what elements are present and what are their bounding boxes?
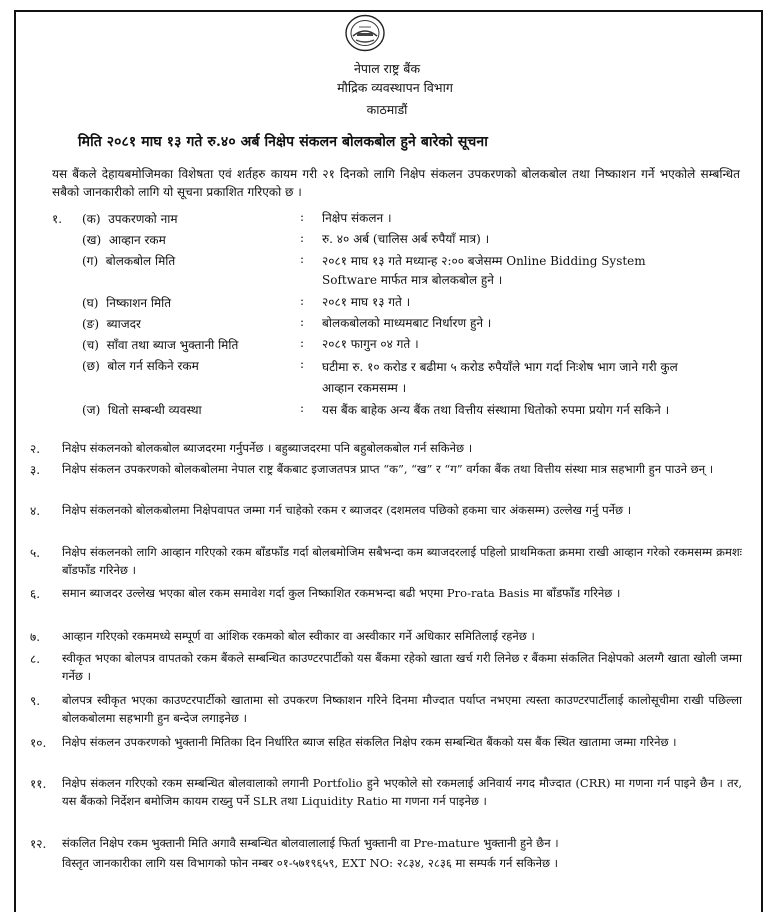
item-label — [82, 401, 202, 418]
item-label-text: निष्काशन मिति — [106, 296, 172, 310]
item-key: (ज) — [82, 403, 101, 417]
item-label — [82, 294, 171, 311]
item-label — [82, 231, 166, 248]
paragraph-text: निक्षेप संकलन उपकरणको बोलकबोलमा नेपाल राष्ट्र बैंकबाट इजाजतपत्र प्राप्त “क”, “ख” र “ग” वर्गका बैंक तथा वित्तीय संस्था मात्र सहभागी हुन पाउने छन् । — [62, 462, 714, 476]
item-label — [82, 357, 199, 374]
paragraph-number: ६. — [30, 587, 41, 601]
paragraph-number: ४. — [30, 504, 41, 518]
item-label — [82, 210, 178, 227]
section-number: १. — [52, 212, 63, 226]
paragraph-number: ३. — [30, 463, 41, 477]
colon: : — [300, 357, 305, 371]
item-label — [82, 252, 175, 269]
item-value: रु. ४० अर्ब (चालिस अर्ब रुपैयाँ मात्र) । — [322, 232, 490, 246]
item-label-text: ब्याजदर — [106, 317, 141, 331]
paragraph-text: समान ब्याजदर उल्लेख भएका बोल रकम समावेश गर्दा कुल निष्काशित रकमभन्दा बढी भएमा Pro-rata Basis मा बाँडफाँड गरिनेछ । — [62, 586, 621, 600]
paragraph-text: निक्षेप संकलन गरिएको रकम सम्बन्धित बोलवालाको लगानी Portfolio हुने भएकोले सो रकमलाई अनिवार्य नगद मौज्दात (CRR) मा गणना गर्न पाइने छैन । तर, यस बैंकको निर्देशन बमोजिम कायम राख्नु पर्ने SLR तथा Liquidity Ratio मा गणना गर्न पाइनेछ । — [62, 776, 742, 808]
item-value: यस बैंक बाहेक अन्य बैंक तथा वित्तीय संस्थामा धितोको रुपमा प्रयोग गर्न सकिने । — [322, 403, 670, 417]
paragraph-text: संकलित निक्षेप रकम भुक्तानी मिति अगावै सम्बन्धित बोलवालालाई फिर्ता भुक्तानी वा Pre-mature भुक्तानी हुने छैन । — [62, 836, 559, 850]
item-label-text: उपकरणको नाम — [108, 212, 178, 226]
item-label-text: बोलकबोल मिति — [105, 254, 176, 268]
colon: : — [300, 315, 305, 329]
item-label — [82, 336, 238, 353]
paragraph-text: स्वीकृत भएका बोलपत्र वापतको रकम बैंकले सम्बन्धित काउण्टरपार्टीको यस बैंकमा रहेको खाता खर्च गरी लिनेछ र बैंकमा संकलित निक्षेपको अलग्गै खाता खोली जम्मा गर्नेछ । — [62, 651, 742, 683]
item-value: घटीमा रु. १० करोड र बढीमा ५ करोड रुपैयाँले भाग गर्दा निःशेष भाग जाने गरी कुल आव्हान रकमसम्म । — [322, 360, 678, 395]
item-label-text: साँवा तथा ब्याज भुक्तानी मिति — [106, 338, 239, 352]
contact-line: विस्तृत जानकारीका लागि यस विभागको फोन नम्बर ०१-५७१९६५९, EXT NO: २८३४, २८३६ मा सम्पर्क गर्न सकिनेछ । — [62, 856, 559, 870]
intro-paragraph: यस बैंकले देहायबमोजिमका विशेषता एवं शर्तहरु कायम गरी २१ दिनको लागि निक्षेप संकलन उपकरणको बोलकबोल तथा निष्काशन गर्ने भएकोले सम्बन्धित सबैको जानकारीको लागि यो सूचना प्रकाशित गरिएको छ । — [52, 167, 740, 199]
paragraph-number: १२. — [30, 837, 47, 851]
item-key: (च) — [82, 338, 99, 352]
colon: : — [300, 252, 305, 266]
item-label-text: आव्हान रकम — [108, 233, 166, 247]
item-value: २०८१ माघ १३ गते । — [322, 295, 411, 309]
org-name: नेपाल राष्ट्र बैंक — [353, 61, 421, 76]
item-value: २०८१ माघ १३ गते मध्यान्ह २:०० बजेसम्म Online Bidding System Software मार्फत मात्र बोलकबोल हुने । — [322, 254, 646, 287]
paragraph-text: निक्षेप संकलनको बोलकबोल ब्याजदरमा गर्नुपर्नेछ । बहुब्याजदरमा पनि बहुबोलकबोल गर्न सकिनेछ । — [62, 441, 473, 455]
paragraph-number: ८. — [30, 652, 41, 666]
item-label-text: बोल गर्न सकिने रकम — [107, 359, 199, 373]
item-value: २०८१ फागुन ०४ गते । — [322, 337, 419, 351]
paragraph-text: निक्षेप संकलनको बोलकबोलमा निक्षेपवापत जम्मा गर्न चाहेको रकम र ब्याजदर (दशमलव पछिको हकमा चार अंकसम्म) उल्लेख गर्नु पर्नेछ । — [62, 503, 632, 517]
item-label-text: धितो सम्बन्धी व्यवस्था — [107, 403, 202, 417]
paragraph-number: ७. — [30, 630, 41, 644]
bank-emblem-icon — [344, 14, 386, 52]
colon: : — [300, 294, 305, 308]
department-name: मौद्रिक व्यवस्थापन विभाग — [337, 80, 453, 95]
paragraph-number: २. — [30, 442, 41, 456]
item-key: (ख) — [82, 233, 102, 247]
paragraph-number: ९. — [30, 694, 41, 708]
paragraph-number: १०. — [30, 736, 47, 750]
paragraph-text: आव्हान गरिएको रकममध्ये सम्पूर्ण वा आंशिक रकमको बोल स्वीकार वा अस्वीकार गर्ने अधिकार समितिलाई रहनेछ । — [62, 629, 535, 643]
item-key: (घ) — [82, 296, 99, 310]
city-name: काठमाडौं — [366, 102, 408, 117]
item-value: निक्षेप संकलन । — [322, 211, 392, 225]
paragraph-number: ५. — [30, 546, 41, 560]
item-label — [82, 315, 141, 332]
paragraph-text: निक्षेप संकलनको लागि आव्हान गरिएको रकम बाँडफाँड गर्दा बोलबमोजिम सबैभन्दा कम ब्याजदरलाई पहिलो प्राथमिकता क्रममा राखी आव्हान गरेको रकमसम्म क्रमशः बाँडफाँड गरिनेछ । — [62, 545, 742, 577]
colon: : — [300, 231, 305, 245]
paragraph-text: बोलपत्र स्वीकृत भएका काउण्टरपार्टीको खातामा सो उपकरण निष्काशन गरिने दिनमा मौज्दात पर्याप्त नभएमा त्यस्ता काउण्टरपार्टीलाई कालोसूचीमा राखी पछिल्ला बोलकबोलमा सहभागी हुन बन्देज लगाइनेछ । — [62, 693, 742, 725]
paragraph-number: ११. — [30, 777, 47, 791]
item-key: (ङ) — [82, 317, 100, 331]
item-key: (क) — [82, 212, 101, 226]
item-key: (छ) — [82, 359, 100, 373]
colon: : — [300, 401, 305, 415]
notice-title: मिति २०८१ माघ १३ गते रु.४० अर्ब निक्षेप संकलन बोलकबोल हुने बारेको सूचना — [78, 134, 488, 150]
paragraph-text: निक्षेप संकलन उपकरणको भुक्तानी मितिका दिन निर्धारित ब्याज सहित संकलित निक्षेप रकम सम्बन्धित बैंकको यस बैंक स्थित खातामा जम्मा गरिनेछ । — [62, 735, 677, 749]
item-key: (ग) — [82, 254, 99, 268]
colon: : — [300, 210, 305, 224]
item-value: बोलकबोलको माध्यमबाट निर्धारण हुने । — [322, 316, 492, 330]
colon: : — [300, 336, 305, 350]
